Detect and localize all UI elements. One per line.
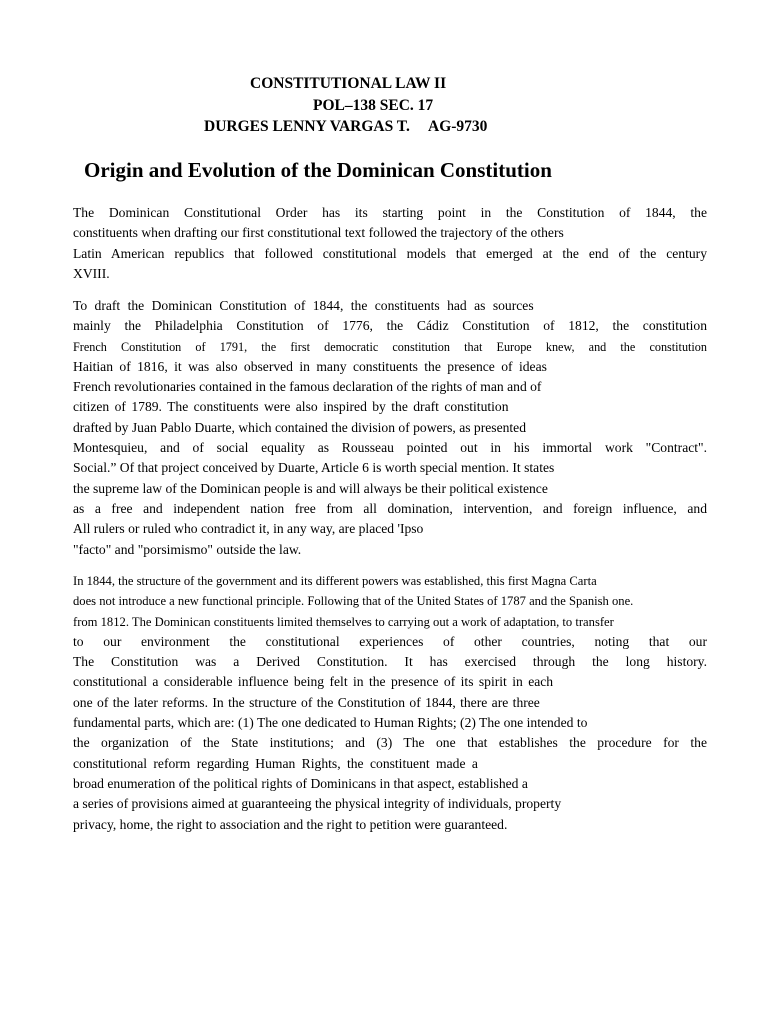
paragraph-line: the supreme law of the Dominican people is and will always be their political existence [73, 480, 548, 496]
paragraph-3 [73, 571, 707, 835]
document-title: Origin and Evolution of the Dominican Constitution [84, 158, 552, 182]
paragraph-line: French revolutionaries contained in the famous declaration of the rights of man and of [73, 379, 542, 395]
paragraph-line: The Constitution was a Derived Constitution. It has exercised through the long history. [73, 654, 707, 670]
paragraph-line: as a free and independent nation free from all domination, intervention, and foreign influence, and [73, 500, 707, 516]
course-title: CONSTITUTIONAL LAW II [250, 75, 447, 92]
paragraph-line: does not introduce a new functional principle. Following that of the United States of 1787 and the Spanish one. [73, 594, 634, 609]
paragraph-line: from 1812. The Dominican constituents limited themselves to carrying out a work of adaptation, to transfer [73, 614, 614, 629]
paragraph-1 [73, 203, 707, 284]
paragraph-line: a series of provisions aimed at guaranteeing the physical integrity of individuals, property [73, 796, 562, 812]
paragraph-line: French Constitution of 1791, the first democratic constitution that Europe knew, and the constitution [73, 339, 707, 354]
paragraph-line: constitutional reform regarding Human Rights, the constituent made a [73, 755, 478, 771]
paragraph-line: Latin American republics that followed constitutional models that emerged at the end of the century [73, 245, 707, 261]
paragraph-line: In 1844, the structure of the government and its different powers was established, this first Magna Carta [73, 574, 597, 588]
paragraph-2 [73, 296, 707, 560]
paragraph-line: XVIII. [73, 265, 110, 281]
paragraph-line: mainly the Philadelphia Constitution of 1776, the Cádiz Constitution of 1812, the constitution [73, 318, 707, 334]
student-name: DURGES LENNY VARGAS T. [204, 118, 410, 135]
paragraph-line: Montesquieu, and of social equality as Rousseau pointed out in his immortal work "Contract". [73, 440, 707, 456]
paragraph-line: The Dominican Constitutional Order has its starting point in the Constitution of 1844, the [73, 205, 707, 220]
paragraph-line: one of the later reforms. In the structure of the Constitution of 1844, there are three [73, 694, 540, 710]
paragraph-line: broad enumeration of the political rights of Dominicans in that aspect, established a [73, 775, 528, 791]
paragraph-line: the organization of the State institutions; and (3) The one that establishes the procedure for the [73, 735, 707, 751]
student-id: AG-9730 [428, 118, 488, 135]
paragraph-line: privacy, home, the right to association and the right to petition were guaranteed. [73, 816, 508, 832]
paragraph-line: Haitian of 1816, it was also observed in many constituents the presence of ideas [73, 358, 547, 374]
paragraph-line: All rulers or ruled who contradict it, in any way, are placed 'Ipso [73, 521, 424, 537]
paragraph-line: fundamental parts, which are: (1) The one dedicated to Human Rights; (2) The one intended to [73, 715, 588, 731]
paragraph-line: to our environment the constitutional experiences of other countries, noting that our [73, 633, 707, 649]
paragraph-line: drafted by Juan Pablo Duarte, which contained the division of powers, as presented [73, 419, 527, 435]
course-section: POL–138 SEC. 17 [313, 97, 434, 114]
paragraph-line: constituents when drafting our first constitutional text followed the trajectory of the others [73, 225, 564, 241]
paragraph-line: Social.” Of that project conceived by Duarte, Article 6 is worth special mention. It states [73, 460, 555, 476]
paragraph-line: constitutional a considerable influence being felt in the presence of its spirit in each [73, 674, 554, 690]
paragraph-line: citizen of 1789. The constituents were also inspired by the draft constitution [73, 399, 509, 415]
paragraph-line: "facto" and "porsimismo" outside the law. [73, 541, 302, 557]
paragraph-line: To draft the Dominican Constitution of 1844, the constituents had as sources [73, 298, 534, 313]
